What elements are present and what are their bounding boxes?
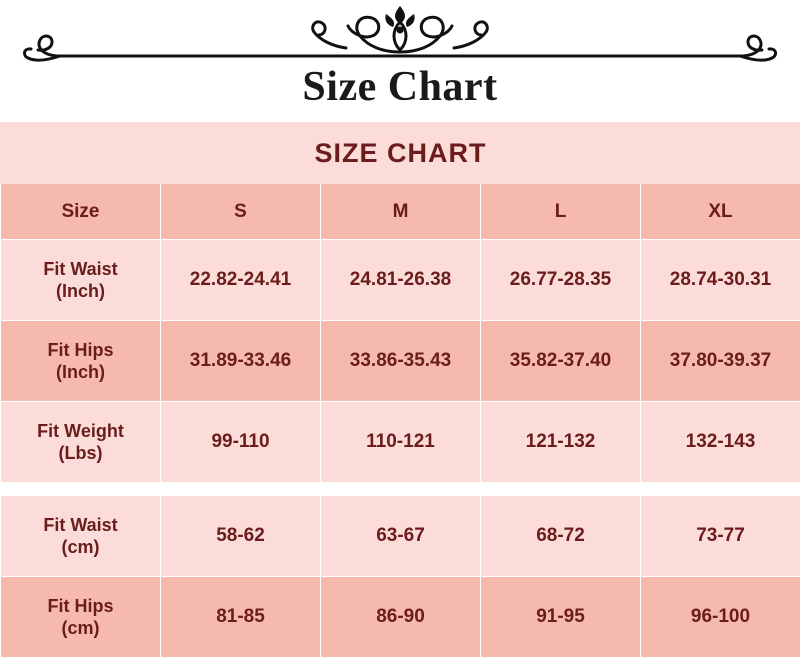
cell-fit-waist-cm-s: 58-62 xyxy=(161,496,321,577)
separator-cell xyxy=(321,483,481,496)
size-chart-table xyxy=(0,122,800,658)
row-label-fit-hips-cm xyxy=(1,577,161,658)
cell-fit-hips-cm-l: 91-95 xyxy=(481,577,641,658)
cell-fit-weight-lbs-m: 110-121 xyxy=(321,402,481,483)
table-row xyxy=(1,321,800,402)
row-label-fit-weight-lbs xyxy=(1,402,161,483)
column-header-s: S xyxy=(161,184,321,240)
column-header-xl: XL xyxy=(641,184,800,240)
row-label-fit-waist-inch xyxy=(1,240,161,321)
separator-cell xyxy=(481,483,641,496)
cell-fit-hips-inch-xl: 37.80-39.37 xyxy=(641,321,800,402)
cell-fit-waist-cm-l: 68-72 xyxy=(481,496,641,577)
table-row xyxy=(1,496,800,577)
separator-cell xyxy=(1,483,161,496)
table-header-row xyxy=(1,184,800,240)
row-label-line2: (cm) xyxy=(5,617,156,640)
row-label-line1: Fit Weight xyxy=(5,420,156,443)
column-header-size: Size xyxy=(1,184,161,240)
page-title: Size Chart xyxy=(0,66,800,108)
row-label-line1: Fit Hips xyxy=(5,339,156,362)
row-label-line2: (Inch) xyxy=(5,280,156,303)
cell-fit-hips-cm-m: 86-90 xyxy=(321,577,481,658)
column-header-l: L xyxy=(481,184,641,240)
cell-fit-waist-inch-s: 22.82-24.41 xyxy=(161,240,321,321)
cell-fit-weight-lbs-s: 99-110 xyxy=(161,402,321,483)
row-label-fit-hips-inch xyxy=(1,321,161,402)
row-label-fit-waist-cm xyxy=(1,496,161,577)
flourish-divider-icon xyxy=(0,0,800,72)
table-separator-row xyxy=(1,483,800,496)
separator-cell xyxy=(641,483,800,496)
row-label-line1: Fit Waist xyxy=(5,258,156,281)
row-label-line2: (Inch) xyxy=(5,361,156,384)
size-chart-table-wrap xyxy=(0,122,800,658)
cell-fit-waist-cm-xl: 73-77 xyxy=(641,496,800,577)
cell-fit-waist-inch-m: 24.81-26.38 xyxy=(321,240,481,321)
row-label-line2: (cm) xyxy=(5,536,156,559)
row-label-line2: (Lbs) xyxy=(5,442,156,465)
table-row xyxy=(1,240,800,321)
row-label-line1: Fit Hips xyxy=(5,595,156,618)
cell-fit-waist-inch-xl: 28.74-30.31 xyxy=(641,240,800,321)
table-banner: SIZE CHART xyxy=(1,123,800,184)
header-ornament xyxy=(0,0,800,72)
cell-fit-hips-inch-l: 35.82-37.40 xyxy=(481,321,641,402)
cell-fit-hips-cm-s: 81-85 xyxy=(161,577,321,658)
column-header-m: M xyxy=(321,184,481,240)
cell-fit-hips-cm-xl: 96-100 xyxy=(641,577,800,658)
cell-fit-waist-cm-m: 63-67 xyxy=(321,496,481,577)
separator-cell xyxy=(161,483,321,496)
row-label-line1: Fit Waist xyxy=(5,514,156,537)
cell-fit-weight-lbs-l: 121-132 xyxy=(481,402,641,483)
cell-fit-hips-inch-s: 31.89-33.46 xyxy=(161,321,321,402)
table-banner-row xyxy=(1,123,800,184)
table-row xyxy=(1,402,800,483)
cell-fit-weight-lbs-xl: 132-143 xyxy=(641,402,800,483)
cell-fit-waist-inch-l: 26.77-28.35 xyxy=(481,240,641,321)
cell-fit-hips-inch-m: 33.86-35.43 xyxy=(321,321,481,402)
table-row xyxy=(1,577,800,658)
